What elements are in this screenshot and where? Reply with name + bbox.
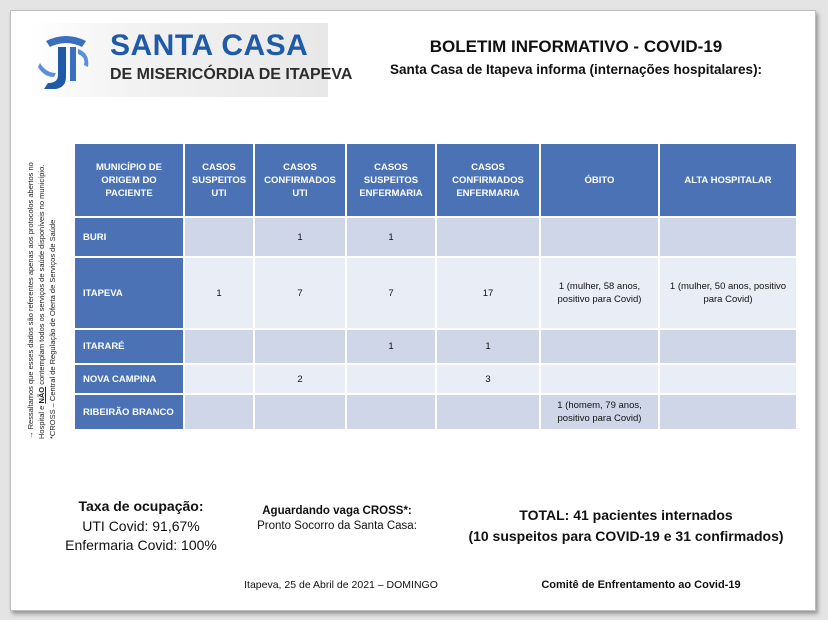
occupancy-uti: UTI Covid: 91,67% bbox=[82, 518, 200, 534]
header-confirmados-enfermaria: CASOS CONFIRMADOS ENFERMARIA bbox=[437, 144, 539, 216]
bulletin-page bbox=[10, 10, 816, 611]
cell-suspeitos-enfermaria: 7 bbox=[347, 258, 435, 328]
occupancy-enfermaria: Enfermaria Covid: 100% bbox=[65, 537, 217, 553]
cell-obito bbox=[541, 218, 658, 256]
disclaimer-nao: NÃO bbox=[37, 386, 46, 404]
header-confirmados-uti: CASOS CONFIRMADOS UTI bbox=[255, 144, 345, 216]
footer-date: Itapeva, 25 de Abril de 2021 – DOMINGO bbox=[244, 579, 438, 591]
page-subtitle: Santa Casa de Itapeva informa (internações hospitalares): bbox=[389, 62, 763, 77]
cell-confirmados-uti: 2 bbox=[255, 365, 345, 393]
cell-confirmados-enfermaria: 3 bbox=[437, 365, 539, 393]
cell-confirmados-enfermaria bbox=[437, 218, 539, 256]
cell-suspeitos-enfermaria: 1 bbox=[347, 218, 435, 256]
cell-suspeitos-uti bbox=[185, 395, 253, 429]
page-title: BOLETIM INFORMATIVO - COVID-19 bbox=[429, 37, 723, 56]
cell-confirmados-enfermaria: 17 bbox=[437, 258, 539, 328]
table-row bbox=[75, 365, 796, 393]
cell-obito: 1 (homem, 79 anos, positivo para Covid) bbox=[541, 395, 658, 429]
side-disclaimer bbox=[25, 139, 69, 439]
cross-waiting-title: Aguardando vaga CROSS*: bbox=[262, 505, 412, 517]
occupancy-title: Taxa de ocupação: bbox=[78, 498, 204, 514]
footer-committee: Comitê de Enfrentamento ao Covid-19 bbox=[541, 579, 741, 591]
table-row bbox=[75, 258, 796, 328]
santa-casa-logo bbox=[28, 23, 353, 97]
cell-confirmados-uti: 1 bbox=[255, 218, 345, 256]
table-row bbox=[75, 330, 796, 363]
cell-suspeitos-enfermaria bbox=[347, 365, 435, 393]
cell-suspeitos-uti bbox=[185, 330, 253, 363]
row-municipio: ITAPEVA bbox=[75, 258, 183, 328]
total-summary bbox=[461, 507, 791, 544]
cell-confirmados-enfermaria bbox=[437, 395, 539, 429]
row-municipio: RIBEIRÃO BRANCO bbox=[75, 395, 183, 429]
disclaimer-line-1: → Ressaltamos que esses dados são referentes apenas aos protocolos abertos no bbox=[26, 162, 35, 439]
cell-alta: 1 (mulher, 50 anos, positivo para Covid) bbox=[660, 258, 796, 328]
logo-title: SANTA CASA bbox=[110, 29, 309, 62]
row-municipio: ITARARÉ bbox=[75, 330, 183, 363]
cell-obito: 1 (mulher, 58 anos, positivo para Covid) bbox=[541, 258, 658, 328]
header-suspeitos-enfermaria: CASOS SUSPEITOS ENFERMARIA bbox=[347, 144, 435, 216]
row-municipio: NOVA CAMPINA bbox=[75, 365, 183, 393]
cell-confirmados-uti bbox=[255, 395, 345, 429]
header-suspeitos-uti: CASOS SUSPEITOS UTI bbox=[185, 144, 253, 216]
header-municipio: MUNICÍPIO DE ORIGEM DO PACIENTE bbox=[75, 144, 183, 216]
header-alta: ALTA HOSPITALAR bbox=[660, 144, 796, 216]
disclaimer-line-2-post: contemplam todos os serviços de saúde disponíveis no município. bbox=[37, 164, 46, 385]
total-line-2: (10 suspeitos para COVID-19 e 31 confirmados) bbox=[468, 528, 784, 544]
cell-confirmados-enfermaria: 1 bbox=[437, 330, 539, 363]
cell-suspeitos-enfermaria: 1 bbox=[347, 330, 435, 363]
occupancy-summary bbox=[41, 498, 241, 555]
cell-alta bbox=[660, 218, 796, 256]
total-line-1: TOTAL: 41 pacientes internados bbox=[519, 507, 733, 523]
cell-suspeitos-uti bbox=[185, 218, 253, 256]
disclaimer-line-3: *CROSS – Central de Regulação de Oferta de Serviços de Saúde bbox=[48, 219, 57, 439]
cell-obito bbox=[541, 330, 658, 363]
cross-waiting bbox=[237, 505, 437, 532]
disclaimer-line-2-pre: Hospital e bbox=[37, 405, 46, 439]
cell-suspeitos-enfermaria bbox=[347, 395, 435, 429]
row-municipio: BURI bbox=[75, 218, 183, 256]
table-row bbox=[75, 395, 796, 429]
cell-alta bbox=[660, 395, 796, 429]
header-obito: ÓBITO bbox=[541, 144, 658, 216]
cell-obito bbox=[541, 365, 658, 393]
table-header-row bbox=[75, 144, 796, 216]
santa-casa-logo-mark-icon bbox=[36, 33, 96, 91]
disclaimer-line-2 bbox=[36, 139, 47, 439]
cell-confirmados-uti: 7 bbox=[255, 258, 345, 328]
cell-suspeitos-uti: 1 bbox=[185, 258, 253, 328]
table-row bbox=[75, 218, 796, 256]
internacoes-table bbox=[73, 142, 798, 431]
cell-alta bbox=[660, 365, 796, 393]
cross-waiting-line: Pronto Socorro da Santa Casa: bbox=[257, 520, 417, 532]
logo-subtitle: DE MISERICÓRDIA DE ITAPEVA bbox=[110, 66, 353, 83]
cell-confirmados-uti bbox=[255, 330, 345, 363]
cell-alta bbox=[660, 330, 796, 363]
cell-suspeitos-uti bbox=[185, 365, 253, 393]
